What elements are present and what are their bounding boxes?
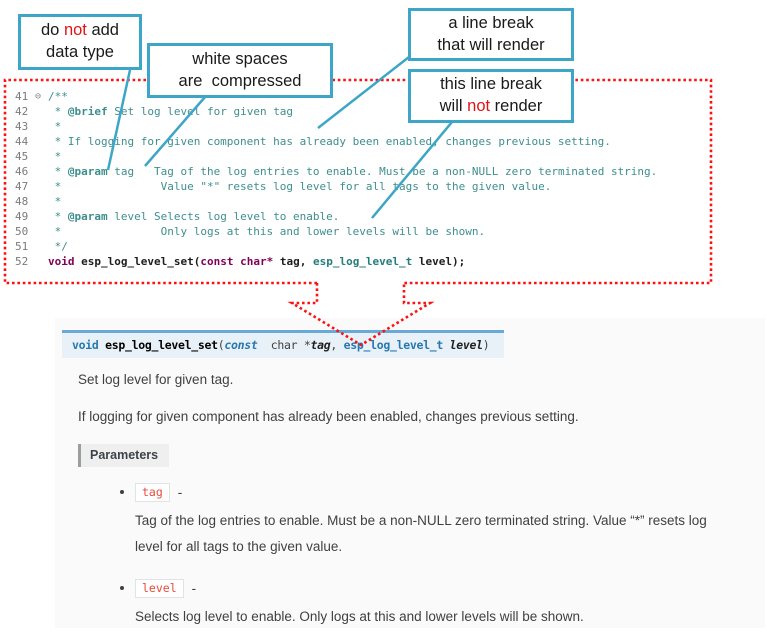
code-text: /**	[48, 90, 68, 103]
fold-gutter	[35, 164, 48, 179]
signature-paren: )	[482, 338, 490, 352]
rendered-docs	[55, 318, 765, 628]
code-line	[5, 224, 712, 239]
code-line	[5, 89, 712, 104]
line-number: 48	[15, 195, 29, 208]
signature-function-name: esp_log_level_set	[105, 338, 218, 352]
callout-line: white spaces	[192, 49, 288, 68]
signature-const-keyword: const	[224, 338, 258, 352]
callout-line: this line break	[440, 75, 542, 94]
signature-char-type: char	[270, 338, 304, 352]
fold-gutter	[35, 194, 48, 209]
code-line	[5, 254, 712, 269]
parameters-heading: Parameters	[78, 444, 169, 467]
line-number: 50	[15, 225, 29, 238]
callout-line: do not add	[41, 21, 119, 40]
line-number: 45	[15, 150, 29, 163]
callout-no-datatype	[18, 14, 142, 70]
signature-paren: (	[217, 338, 225, 352]
code-line	[5, 194, 712, 209]
parameter-name-row	[135, 483, 765, 502]
callout-line: a line break	[448, 13, 534, 32]
code-line	[5, 149, 712, 164]
code-text: * @param tag Tag of the log entries to enable. Must be a non-NULL zero terminated string.	[48, 165, 658, 178]
callout-break-render	[408, 8, 574, 61]
code-editor	[5, 79, 712, 283]
callout-line: will not render	[439, 97, 543, 115]
function-signature	[62, 330, 504, 358]
code-text: * @brief Set log level for given tag	[48, 105, 294, 118]
line-number: 51	[15, 240, 29, 253]
doc-brief-paragraph: Set log level for given tag.	[78, 372, 234, 387]
code-line	[5, 164, 712, 179]
code-text: *	[48, 195, 62, 208]
line-number: 47	[15, 180, 29, 193]
parameters-list	[55, 483, 765, 630]
code-text: *	[48, 120, 62, 133]
parameter-name-chip: • tag	[135, 483, 170, 502]
fold-gutter	[35, 179, 48, 194]
fold-gutter	[35, 209, 48, 224]
signature-return-type: void	[72, 338, 106, 352]
parameter-item	[135, 483, 765, 561]
fold-gutter	[35, 254, 48, 269]
callout-whitespace	[147, 43, 333, 98]
callout-line: that will render	[437, 35, 545, 54]
parameter-description: Tag of the log entries to enable. Must be a non-NULL zero terminated string. Value “*” resets log level for all tags to the given value.	[135, 513, 707, 555]
line-number: 41	[15, 90, 29, 103]
code-line	[5, 134, 712, 149]
fold-gutter	[35, 134, 48, 149]
signature-space	[443, 338, 450, 352]
doc-detail-paragraph: If logging for given component has already been enabled, changes previous setting.	[78, 409, 579, 424]
parameter-description: Selects log level to enable. Only logs at this and lower levels will be shown.	[135, 608, 584, 624]
fold-gutter	[35, 239, 48, 254]
callout-line: are compressed	[178, 71, 302, 90]
signature-pointer-star: *	[303, 338, 311, 352]
line-number: 43	[15, 120, 29, 133]
fold-gutter	[35, 224, 48, 239]
signature-param-level: level	[449, 338, 483, 352]
code-line	[5, 104, 712, 119]
code-text: */	[48, 240, 68, 253]
parameter-name-row	[135, 579, 765, 598]
line-number: 49	[15, 210, 29, 223]
signature-param-tag: tag	[310, 338, 331, 352]
line-number: 46	[15, 165, 29, 178]
code-text: void esp_log_level_set(const char* tag, esp_log_level_t level);	[48, 255, 466, 268]
line-number: 44	[15, 135, 29, 148]
callout-line: data type	[46, 43, 114, 61]
fold-gutter	[35, 104, 48, 119]
parameter-item	[135, 579, 765, 630]
signature-space	[257, 338, 270, 352]
code-lines	[5, 89, 712, 269]
code-text: * @param level Selects log level to enable.	[48, 210, 340, 223]
callout-break-norender	[408, 69, 574, 123]
code-text: *	[48, 150, 62, 163]
code-line	[5, 119, 712, 134]
signature-comma: ,	[330, 338, 344, 352]
line-number: 42	[15, 105, 29, 118]
signature-level-type: esp_log_level_t	[343, 338, 443, 352]
fold-gutter	[35, 119, 48, 134]
parameter-dash: -	[177, 485, 183, 500]
code-text: * Value "*" resets log level for all tags to the given value.	[48, 180, 552, 193]
code-text: * Only logs at this and lower levels will be shown.	[48, 225, 486, 238]
code-text: * If logging for given component has already been enabled, changes previous setting.	[48, 135, 611, 148]
fold-collapse-icon[interactable]: ⊖	[35, 91, 42, 102]
parameter-dash: -	[191, 580, 197, 596]
parameter-name-chip: • level	[135, 579, 184, 598]
code-line	[5, 239, 712, 254]
line-number: 52	[15, 255, 29, 268]
code-line	[5, 179, 712, 194]
fold-gutter	[35, 149, 48, 164]
code-line	[5, 209, 712, 224]
